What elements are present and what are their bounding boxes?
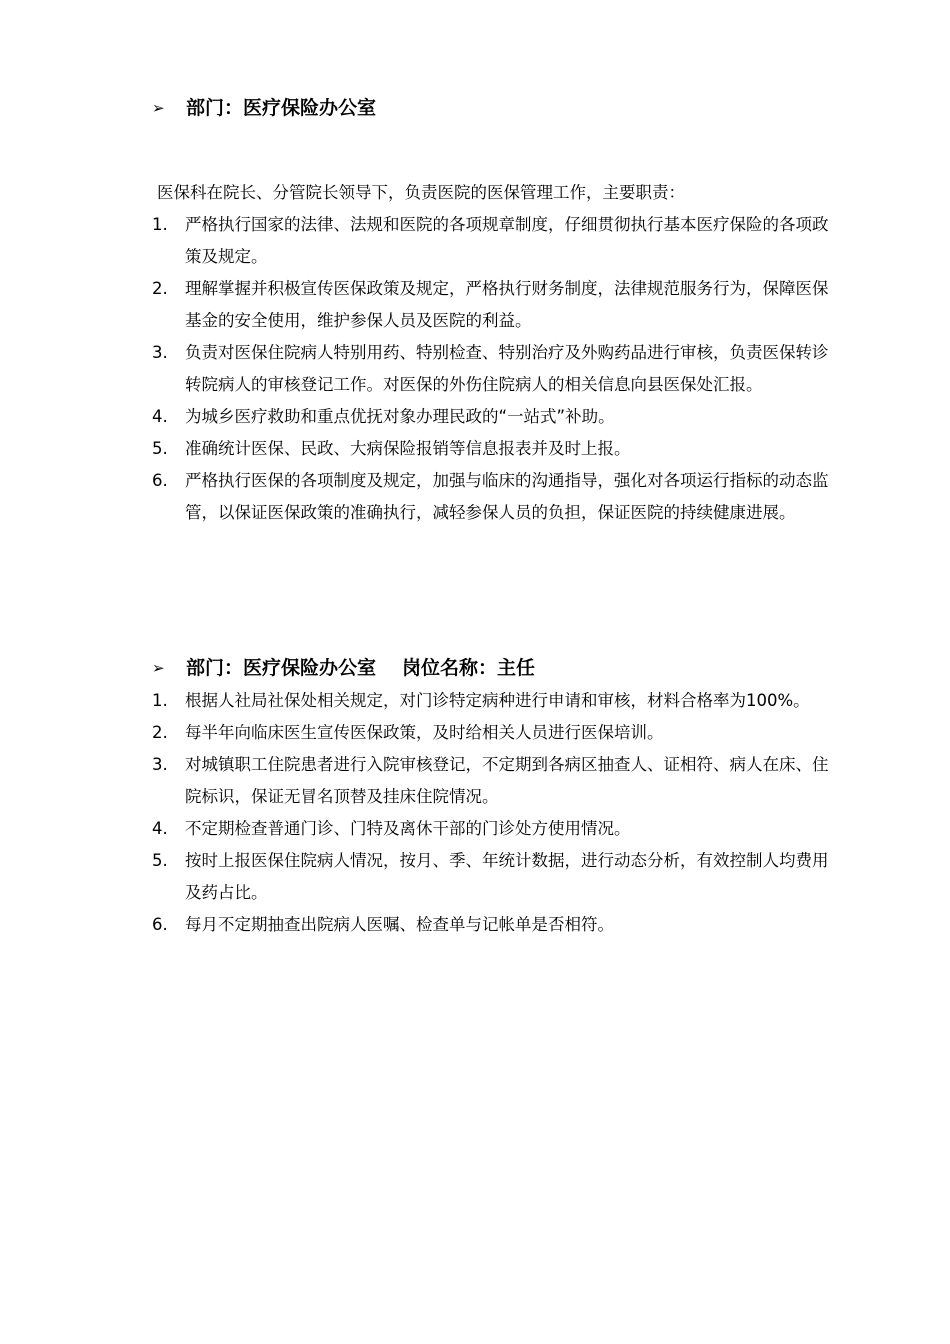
item-text: 严格执行国家的法律、法规和医院的各项规章制度，仔细贯彻执行基本医疗保险的各项政策及规定。 — [185, 215, 829, 266]
list-item — [152, 717, 842, 749]
section-1-intro: 医保科在院长、分管院长领导下，负责医院的医保管理工作，主要职责： — [157, 183, 685, 202]
list-item — [152, 273, 842, 337]
section-2-post: 岗位名称：主任 — [402, 657, 536, 679]
section-2-list — [152, 685, 842, 941]
list-item — [152, 337, 842, 401]
section-1-title: 部门：医疗保险办公室 — [186, 97, 377, 119]
list-item — [152, 749, 842, 813]
item-number: 5. — [152, 851, 168, 870]
item-text: 为城乡医疗救助和重点优抚对象办理民政的“一站式”补助。 — [185, 407, 615, 426]
item-text: 严格执行医保的各项制度及规定，加强与临床的沟通指导，强化对各项运行指标的动态监管，以保证医保政策的准确执行，减轻参保人员的负担，保证医院的持续健康进展。 — [185, 471, 829, 522]
item-number: 1. — [152, 215, 168, 234]
item-text: 按时上报医保住院病人情况，按月、季、年统计数据，进行动态分析，有效控制人均费用及药占比。 — [185, 851, 829, 902]
list-item — [152, 465, 842, 529]
section-2-header — [152, 653, 842, 683]
item-text: 负责对医保住院病人特别用药、特别检查、特别治疗及外购药品进行审核，负责医保转诊转院病人的审核登记工作。对医保的外伤住院病人的相关信息向县医保处汇报。 — [185, 343, 829, 394]
item-number: 3. — [152, 755, 168, 774]
item-number: 6. — [152, 471, 168, 490]
list-item — [152, 401, 842, 433]
item-number: 4. — [152, 407, 168, 426]
arrow-bullet-icon: ➢ — [152, 99, 165, 117]
item-text: 准确统计医保、民政、大病保险报销等信息报表并及时上报。 — [185, 439, 631, 458]
item-text: 对城镇职工住院患者进行入院审核登记，不定期到各病区抽查人、证相符、病人在床、住院标识，保证无冒名顶替及挂床住院情况。 — [185, 755, 829, 806]
list-item — [152, 813, 842, 845]
item-text: 根据人社局社保处相关规定，对门诊特定病种进行申请和审核，材料合格率为100%。 — [185, 691, 810, 710]
item-number: 1. — [152, 691, 168, 710]
section-1-header — [152, 93, 842, 123]
section-1-heading — [152, 93, 842, 123]
item-number: 4. — [152, 819, 168, 838]
item-text: 每半年向临床医生宣传医保政策，及时给相关人员进行医保培训。 — [185, 723, 664, 742]
item-number: 3. — [152, 343, 168, 362]
item-text: 不定期检查普通门诊、门特及离休干部的门诊处方使用情况。 — [185, 819, 631, 838]
list-item — [152, 433, 842, 465]
list-item — [152, 209, 842, 273]
arrow-bullet-icon: ➢ — [152, 659, 165, 677]
item-number: 2. — [152, 279, 168, 298]
item-text: 每月不定期抽查出院病人医嘱、检查单与记帐单是否相符。 — [185, 915, 614, 934]
section-2-heading — [152, 653, 842, 683]
item-number: 2. — [152, 723, 168, 742]
list-item — [152, 845, 842, 909]
item-number: 5. — [152, 439, 168, 458]
list-item — [152, 909, 842, 941]
section-2-dept: 部门：医疗保险办公室 — [186, 657, 377, 679]
item-text: 理解掌握并积极宣传医保政策及规定，严格执行财务制度，法律规范服务行为，保障医保基金的安全使用，维护参保人员及医院的利益。 — [185, 279, 829, 330]
section-2-body — [152, 685, 842, 941]
item-number: 6. — [152, 915, 168, 934]
section-1-body — [152, 209, 842, 529]
section-1-list — [152, 209, 842, 529]
list-item — [152, 685, 842, 717]
